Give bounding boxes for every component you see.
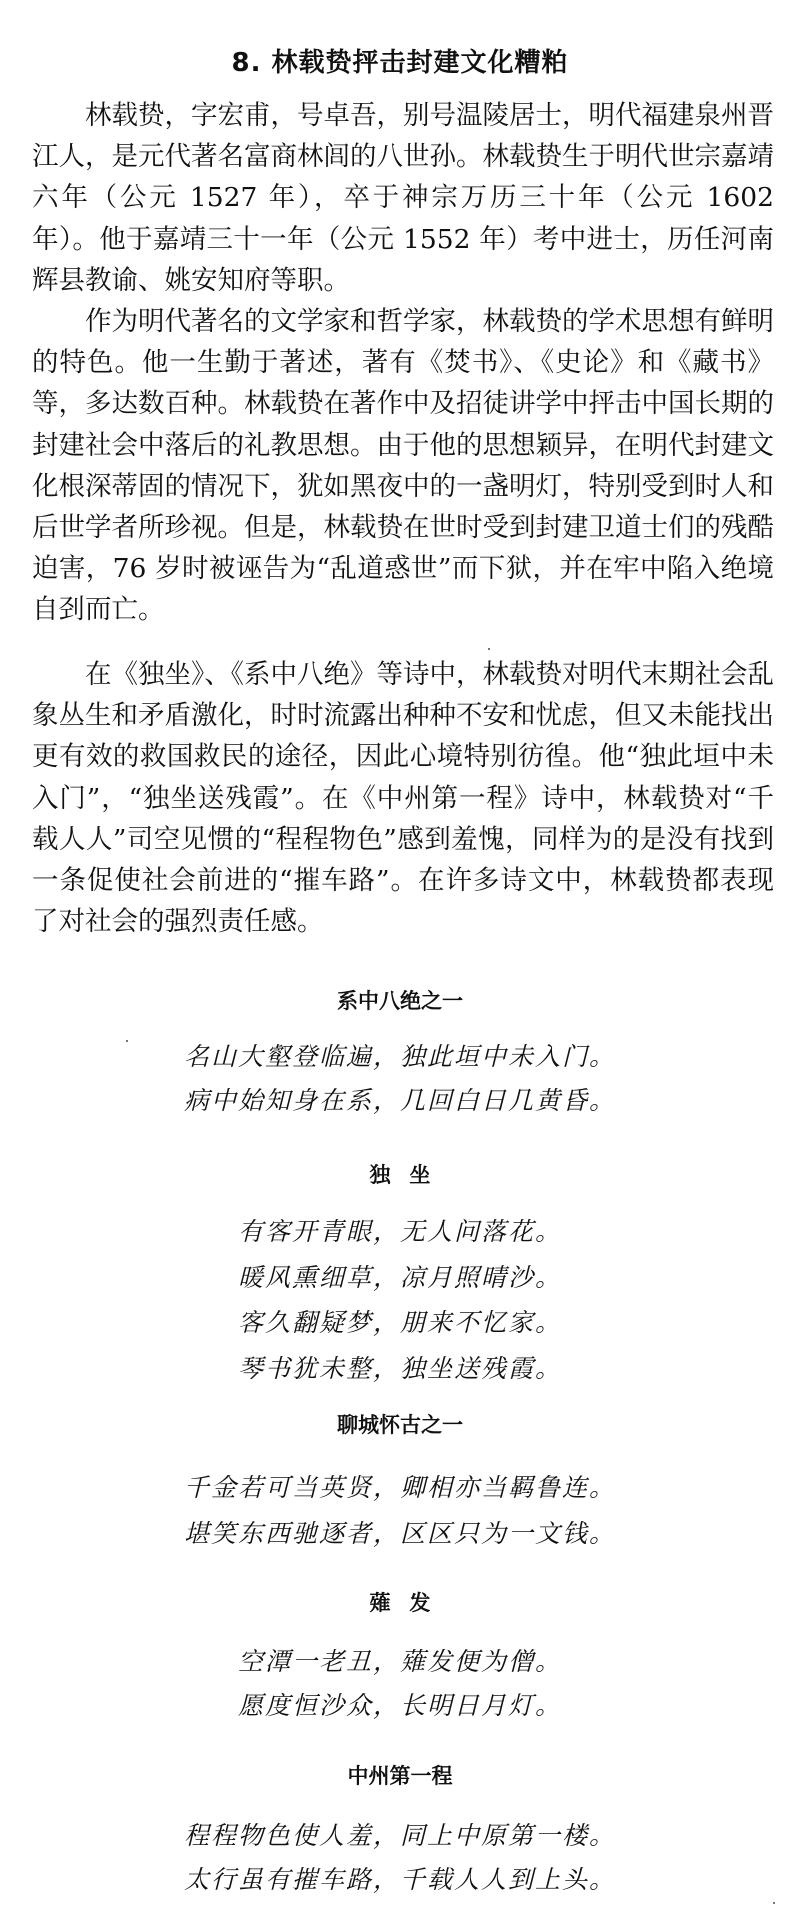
poem-line: 病中始知身在系，几回白日几黄昏。: [183, 1086, 616, 1115]
poem-line: 客久翻疑梦，朋来不忆家。: [237, 1308, 562, 1337]
poem-title: 薙发: [369, 1591, 450, 1615]
poem-title: 中州第一程: [347, 1764, 453, 1788]
section-title: 8. 林载贽抨击封建文化糟粕: [231, 48, 569, 78]
poem-title: 独坐: [369, 1163, 450, 1187]
paragraph-poems-intro: 在《独坐》、《系中八绝》等诗中，林载贽对明代末期社会乱象丛生和矛盾激化，时时流露出种种不安和忧虑，但又未能找出更有效的救国救民的途径，因此心境特别彷徨。他“独此垣中未入门”，“独坐送残霞”。在《中州第一程》诗中，林载贽对“千载人人”司空见惯的“程程物色”感到羞愧，同样为的是没有找到一条促使社会前进的“摧车路”。在许多诗文中，林载贽都表现了对社会的强烈责任感。: [32, 659, 774, 938]
poem-title: 系中八绝之一: [337, 989, 463, 1013]
poem-line: 愿度恒沙众，长明日月灯。: [237, 1691, 562, 1720]
poem-line: 堪笑东西驰逐者，区区只为一文钱。: [183, 1519, 616, 1548]
poem-line: 空潭一老丑，薙发便为僧。: [237, 1647, 562, 1676]
poem-line: 太行虽有摧车路，千载人人到上头。: [183, 1865, 616, 1894]
poem-line: 程程物色使人羞，同上中原第一楼。: [183, 1821, 616, 1850]
poem-title: 聊城怀古之一: [337, 1413, 463, 1437]
scan-speck: [488, 648, 490, 650]
paragraph-biography: 林载贽，字宏甫，号卓吾，别号温陵居士，明代福建泉州晋江人，是元代著名富商林闾的八世孙。林载贽生于明代世宗嘉靖六年（公元 1527 年），卒于神宗万历三十年（公元 1602 年）。他于嘉靖三十一年（公元 1552 年）考中进士，历任河南辉县教谕、姚安知府等职。: [32, 100, 774, 296]
poem-line: 琴书犹未整，独坐送残霞。: [237, 1354, 562, 1383]
paragraph-thought: 作为明代著名的文学家和哲学家，林载贽的学术思想有鲜明的特色。他一生勤于著述，著有《焚书》、《史论》和《藏书》等，多达数百种。林载贽在著作中及招徒讲学中抨击中国长期的封建社会中落后的礼教思想。由于他的思想颖异，在明代封建文化根深蒂固的情况下，犹如黑夜中的一盏明灯，特别受到时人和后世学者所珍视。但是，林载贽在世时受到封建卫道士们的残酷迫害，76 岁时被诬告为“乱道惑世”而下狱，并在牢中陷入绝境自刭而亡。: [32, 306, 774, 626]
poem-line: 千金若可当英贤，卿相亦当羁鲁连。: [183, 1473, 616, 1502]
poem-line: 暖风熏细草，凉月照晴沙。: [237, 1263, 562, 1292]
scan-speck: [126, 1040, 128, 1042]
poem-line: 名山大壑登临遍，独此垣中未入门。: [183, 1042, 616, 1071]
scan-speck: [773, 1902, 775, 1904]
poem-line: 有客开青眼，无人问落花。: [237, 1217, 562, 1246]
